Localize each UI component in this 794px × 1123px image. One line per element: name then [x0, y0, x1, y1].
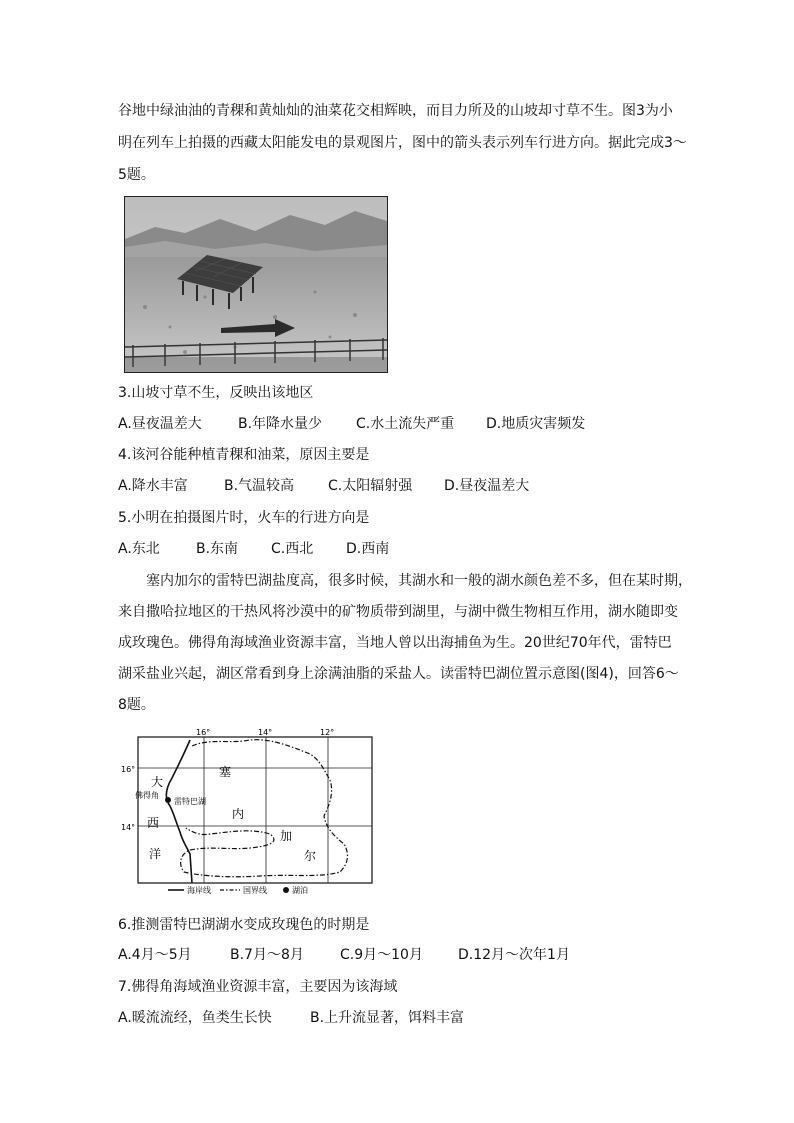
lon-label-12: 12° [320, 728, 335, 737]
map-legend [168, 885, 308, 894]
passage2-line-3: 成玫瑰色。佛得角海域渔业资源丰富，当地人曾以出海捕鱼为生。20世纪70年代，雷特巴 [118, 635, 672, 651]
q6-option-d[interactable]: D.12月～次年1月 [458, 947, 570, 963]
label-yang: 洋 [149, 847, 162, 861]
q3-option-b[interactable]: B.年降水量少 [238, 416, 323, 432]
figure-3-photo [124, 196, 388, 373]
solar-landscape-illustration [125, 197, 387, 372]
label-cape-verde: 佛得角 [135, 791, 159, 800]
q6-option-a[interactable]: A.4月～5月 [118, 947, 192, 963]
question-7-stem: 7.佛得角海域渔业资源丰富，主要因为该海域 [118, 979, 398, 995]
question-5-stem: 5.小明在拍摄图片时，火车的行进方向是 [118, 510, 370, 526]
lat-label-16: 16° [121, 765, 136, 774]
question-4-stem: 4.该河谷能种植青稞和油菜，原因主要是 [118, 447, 370, 463]
q7-option-b[interactable]: B.上升流显著，饵料丰富 [310, 1010, 465, 1026]
label-lake-retba: 雷特巴湖 [174, 797, 206, 806]
coastline [166, 740, 192, 883]
map-frame [138, 737, 372, 883]
question-3-stem: 3.山坡寸草不生，反映出该地区 [118, 385, 314, 401]
question-6-stem: 6.推测雷特巴湖湖水变成玫瑰色的时期是 [118, 917, 370, 933]
label-sai: 塞 [219, 765, 232, 779]
q4-option-b[interactable]: B.气温较高 [224, 478, 295, 494]
passage2-line-4: 湖采盐业兴起，湖区常看到身上涂满油脂的采盐人。读雷特巴湖位置示意图(图4)，回答6～ [118, 666, 679, 682]
passage2-line-2: 来自撒哈拉地区的干热风将沙漠中的矿物质带到湖里，与湖中微生物相互作用，湖水随即变 [118, 604, 678, 620]
q7-option-a[interactable]: A.暖流流经，鱼类生长快 [118, 1010, 272, 1026]
label-er: 尔 [304, 849, 317, 863]
legend-lake: 湖泊 [292, 886, 308, 894]
q5-option-d[interactable]: D.西南 [346, 541, 390, 557]
passage2-line-1: 塞内加尔的雷特巴湖盐度高，很多时候，其湖水和一般的湖水颜色差不多，但在某时期， [146, 573, 692, 589]
q3-option-c[interactable]: C.水土流失严重 [356, 416, 455, 432]
lat-label-14: 14° [121, 823, 136, 832]
country-border [181, 740, 348, 877]
q6-option-c[interactable]: C.9月～10月 [340, 947, 423, 963]
q3-option-d[interactable]: D.地质灾害频发 [486, 416, 586, 432]
intro-line-3: 5题。 [118, 167, 155, 183]
lake-dot [165, 797, 171, 803]
legend-border: 国界线 [243, 886, 267, 894]
label-da: 大 [151, 775, 164, 789]
label-xi: 西 [147, 816, 160, 830]
q4-option-d[interactable]: D.昼夜温差大 [444, 478, 530, 494]
q5-option-b[interactable]: B.东南 [196, 541, 239, 557]
q5-option-a[interactable]: A.东北 [118, 541, 160, 557]
passage2-line-5: 8题。 [118, 697, 155, 713]
label-jia: 加 [280, 829, 293, 843]
intro-line-1: 谷地中绿油油的青稞和黄灿灿的油菜花交相辉映，而目力所及的山坡却寸草不生。图3为小 [118, 103, 673, 119]
q5-option-c[interactable]: C.西北 [271, 541, 314, 557]
legend-coastline: 海岸线 [187, 886, 211, 894]
q4-option-a[interactable]: A.降水丰富 [118, 478, 188, 494]
map-graticule [138, 737, 372, 883]
figure-4-map [120, 724, 382, 894]
q3-option-a[interactable]: A.昼夜温差大 [118, 416, 202, 432]
intro-line-2: 明在列车上拍摄的西藏太阳能发电的景观图片，图中的箭头表示列车行进方向。据此完成3～ [118, 135, 687, 151]
q6-option-b[interactable]: B.7月～8月 [230, 947, 304, 963]
label-nei: 内 [232, 807, 245, 821]
lon-label-14: 14° [258, 728, 273, 737]
lon-label-16: 16° [196, 728, 211, 737]
q4-option-c[interactable]: C.太阳辐射强 [328, 478, 413, 494]
